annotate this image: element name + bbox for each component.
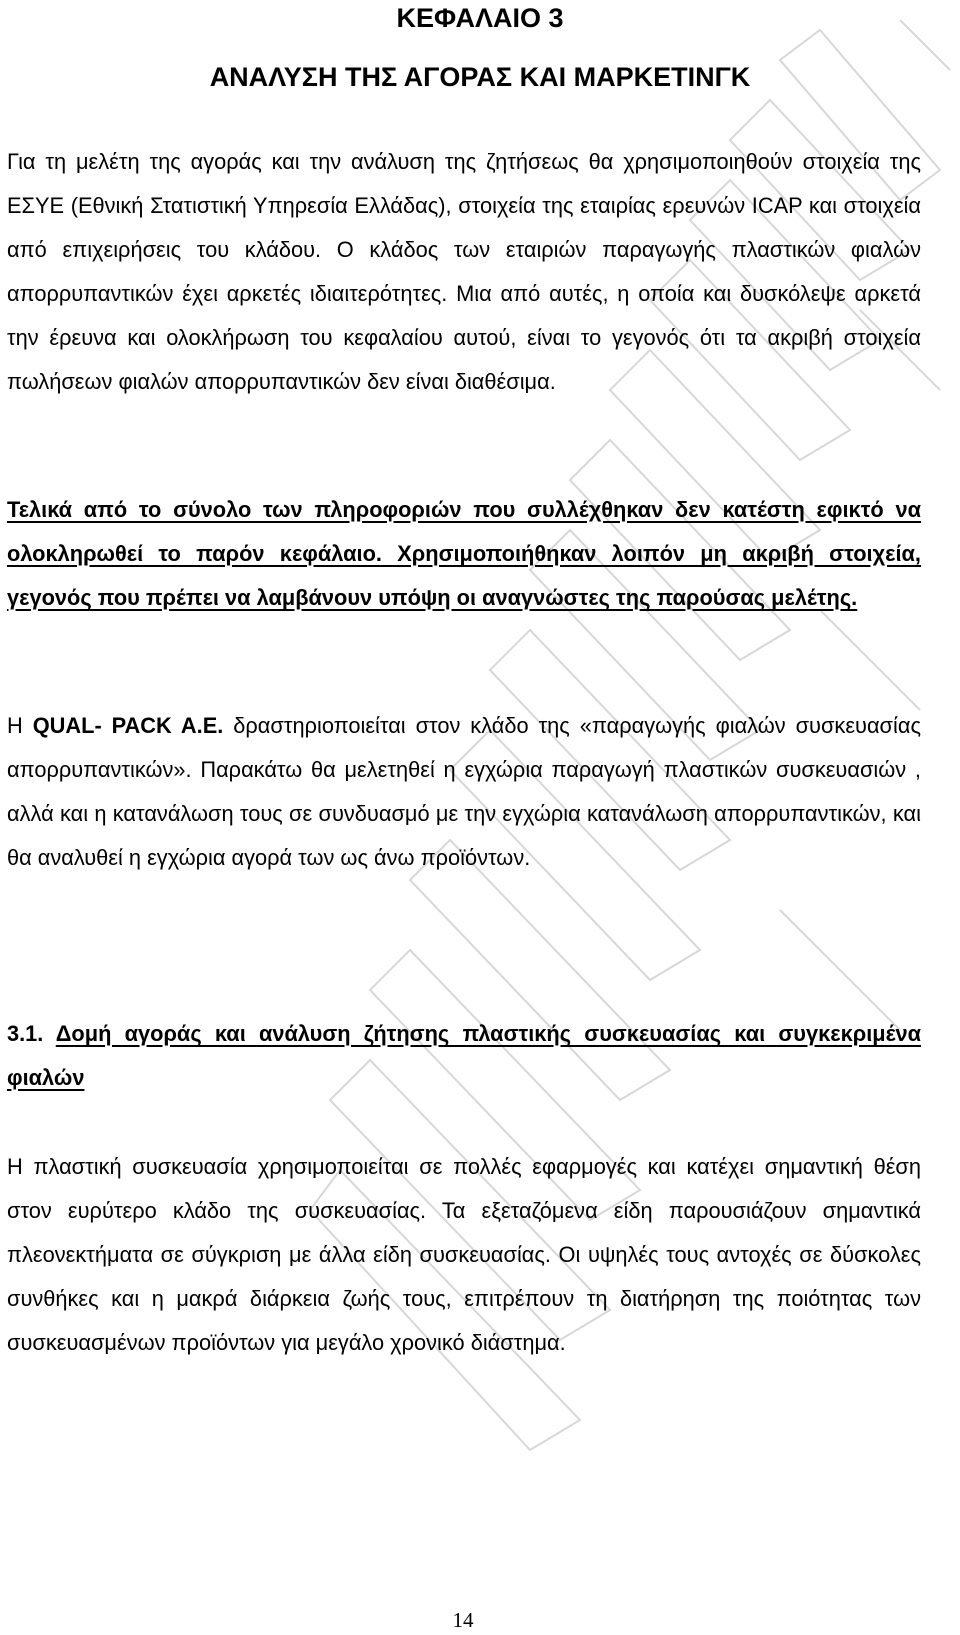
limitations-paragraph: Τελικά από το σύνολο των πληροφοριών που συλλέχθηκαν δεν κατέστη εφικτό να ολοκληρωθεί το παρόν κεφάλαιο. Χρησιμοποιήθηκαν λοιπόν μη ακριβή στοιχεία, γεγονός που πρέπει να λαμβάνουν υπόψη οι αναγνώστες της παρούσας μελέτης.	[7, 497, 921, 610]
company-paragraph	[7, 704, 921, 880]
company-paragraph-prefix: Η	[7, 713, 33, 738]
page-number: 14	[452, 1608, 474, 1632]
section-heading	[7, 1012, 921, 1100]
chapter-heading: ΚΕΦΑΛΑΙΟ 3	[396, 3, 564, 33]
chapter-title: ΑΝΑΛΥΣΗ ΤΗΣ ΑΓΟΡΑΣ ΚΑΙ ΜΑΡΚΕΤΙΝΓΚ	[209, 62, 751, 92]
section-number: 3.1.	[7, 1021, 56, 1046]
company-name: QUAL- PACK A.E.	[32, 713, 224, 738]
company-paragraph-text: δραστηριοποιείται στον κλάδο της «παραγωγής φιαλών συσκευασίας απορρυπαντικών». Παρακάτω θα μελετηθεί η εγχώρια παραγωγή πλαστικών συσκευασιών , αλλά και η κατανάλωση τους σε συνδυασμό με την εγχώρια κατανάλωση απορρυπαντικών, και θα αναλυθεί η εγχώρια αγορά των ως άνω προϊόντων.	[7, 713, 921, 870]
section-paragraph: Η πλαστική συσκευασία χρησιμοποιείται σε πολλές εφαρμογές και κατέχει σημαντική θέση στον ευρύτερο κλάδο της συσκευασίας. Τα εξεταζόμενα είδη παρουσιάζουν σημαντικά πλεονεκτήματα σε σύγκριση με άλλα είδη συσκευασίας. Οι υψηλές τους αντοχές σε δύσκολες συνθήκες και η μακρά διάρκεια ζωής τους, επιτρέπουν τη διατήρηση της ποιότητας των συσκευασμένων προϊόντων για μεγάλο χρονικό διάστημα.	[7, 1154, 921, 1355]
section-title: Δομή αγοράς και ανάλυση ζήτησης πλαστικής συσκευασίας και συγκεκριμένα φιαλών	[7, 1021, 921, 1090]
intro-paragraph: Για τη μελέτη της αγοράς και την ανάλυση της ζητήσεως θα χρησιμοποιηθούν στοιχεία της ΕΣΥΕ (Εθνική Στατιστική Υπηρεσία Ελλάδας), στοιχεία της εταιρίας ερευνών ICAP και στοιχεία από επιχειρήσεις του κλάδου. Ο κλάδος των εταιριών παραγωγής πλαστικών φιαλών απορρυπαντικών έχει αρκετές ιδιαιτερότητες. Μια από αυτές, η οποία και δυσκόλεψε αρκετά την έρευνα και ολοκλήρωση του κεφαλαίου αυτού, είναι το γεγονός ότι τα ακριβή στοιχεία πωλήσεων φιαλών απορρυπαντικών δεν είναι διαθέσιμα.	[7, 149, 921, 394]
